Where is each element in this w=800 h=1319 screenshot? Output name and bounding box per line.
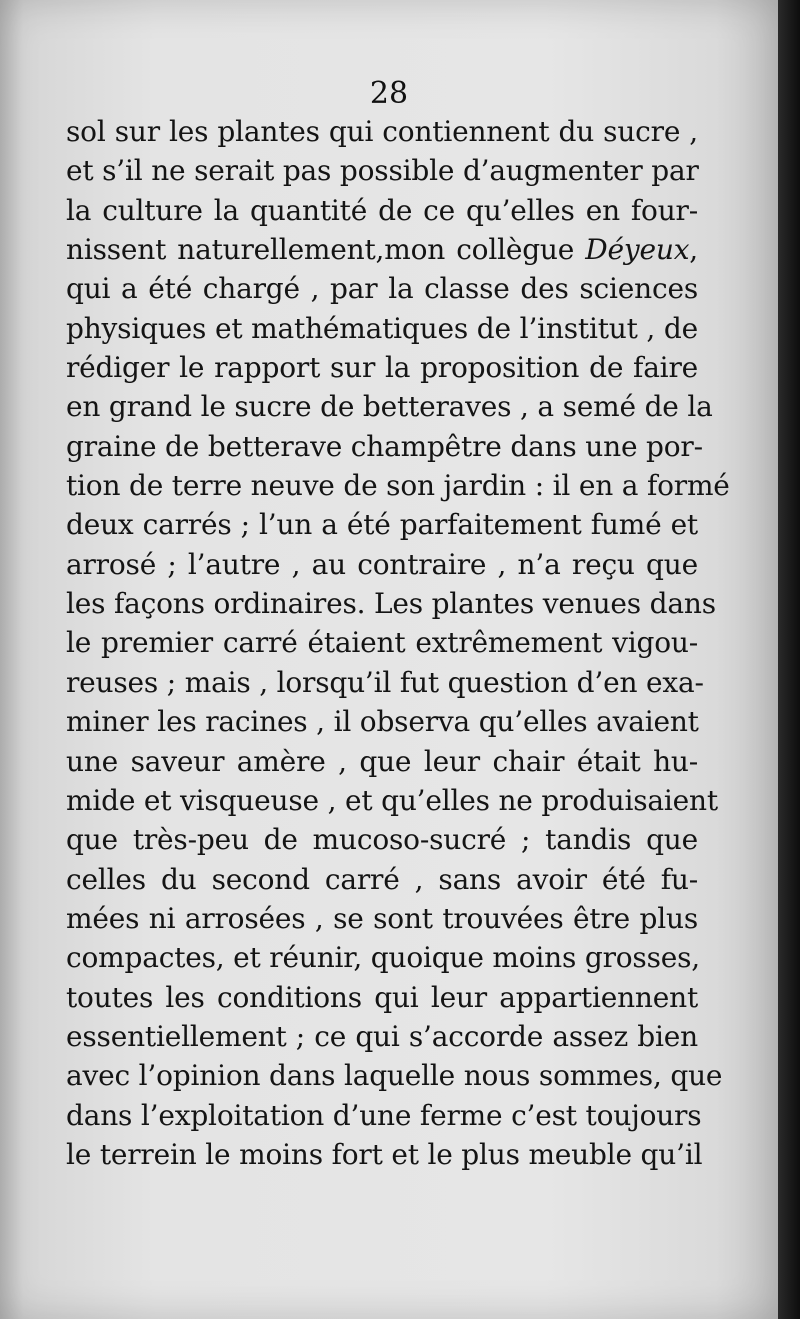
author-name-italic: Déyeux	[585, 233, 690, 267]
text-line-13: les façons ordinaires. Les plantes venues dans	[66, 587, 716, 621]
text-line-3: la culture la quantité de ce qu’elles en four-	[66, 193, 698, 227]
text-line-27: le terrein le moins fort et le plus meuble qu’il	[66, 1137, 703, 1171]
text-line-11: deux carrés ; l’un a été parfaitement fumé et	[66, 508, 698, 542]
text-line-21: mées ni arrosées , se sont trouvées être plus	[66, 901, 698, 935]
text-line-7: rédiger le rapport sur la proposition de faire	[66, 351, 698, 385]
text-line-25: avec l’opinion dans laquelle nous sommes, que	[66, 1059, 723, 1093]
text-line-19: que très-peu de mucoso-sucré ; tandis que	[66, 823, 698, 857]
text-line-24: essentiellement ; ce qui s’accorde assez bien	[66, 1019, 698, 1053]
text-line-10: tion de terre neuve de son jardin : il en a formé	[66, 469, 730, 503]
body-text	[66, 112, 730, 1174]
text-line-14: le premier carré étaient extrêmement vigou-	[66, 626, 698, 660]
text-line-17: une saveur amère , que leur chair était hu-	[66, 744, 698, 778]
text-line-20: celles du second carré , sans avoir été fu-	[66, 862, 698, 896]
text-line-12: arrosé ; l’autre , au contraire , n’a reçu que	[66, 547, 698, 581]
text-line-18: mide et visqueuse , et qu’elles ne produisaient	[66, 783, 718, 817]
text-line-6: physiques et mathématiques de l’institut , de	[66, 311, 698, 345]
text-line-4-start: nissent naturellement,mon collègue	[66, 233, 586, 267]
text-line-5: qui a été chargé , par la classe des sciences	[66, 272, 698, 306]
page-number: 28	[369, 76, 409, 111]
text-line-15: reuses ; mais , lorsqu’il fut question d’en exa-	[66, 665, 704, 699]
text-line-9: graine de betterave champêtre dans une por-	[66, 429, 703, 463]
text-line-16: miner les racines , il observa qu’elles avaient	[66, 705, 699, 739]
scan-edge-shadow	[778, 0, 800, 1319]
text-line-4-end: ,	[689, 233, 698, 267]
text-line-2: et s’il ne serait pas possible d’augmenter par	[66, 154, 699, 188]
text-line-23: toutes les conditions qui leur appartiennent	[66, 980, 698, 1014]
text-line-22: compactes, et réunir, quoique moins grosses,	[66, 941, 700, 975]
text-line-8: en grand le sucre de betteraves , a semé de la	[66, 390, 713, 424]
text-line-1: sol sur les plantes qui contiennent du sucre ,	[66, 115, 698, 148]
text-line-4	[66, 230, 698, 269]
text-line-26: dans l’exploitation d’une ferme c’est toujours	[66, 1098, 702, 1132]
